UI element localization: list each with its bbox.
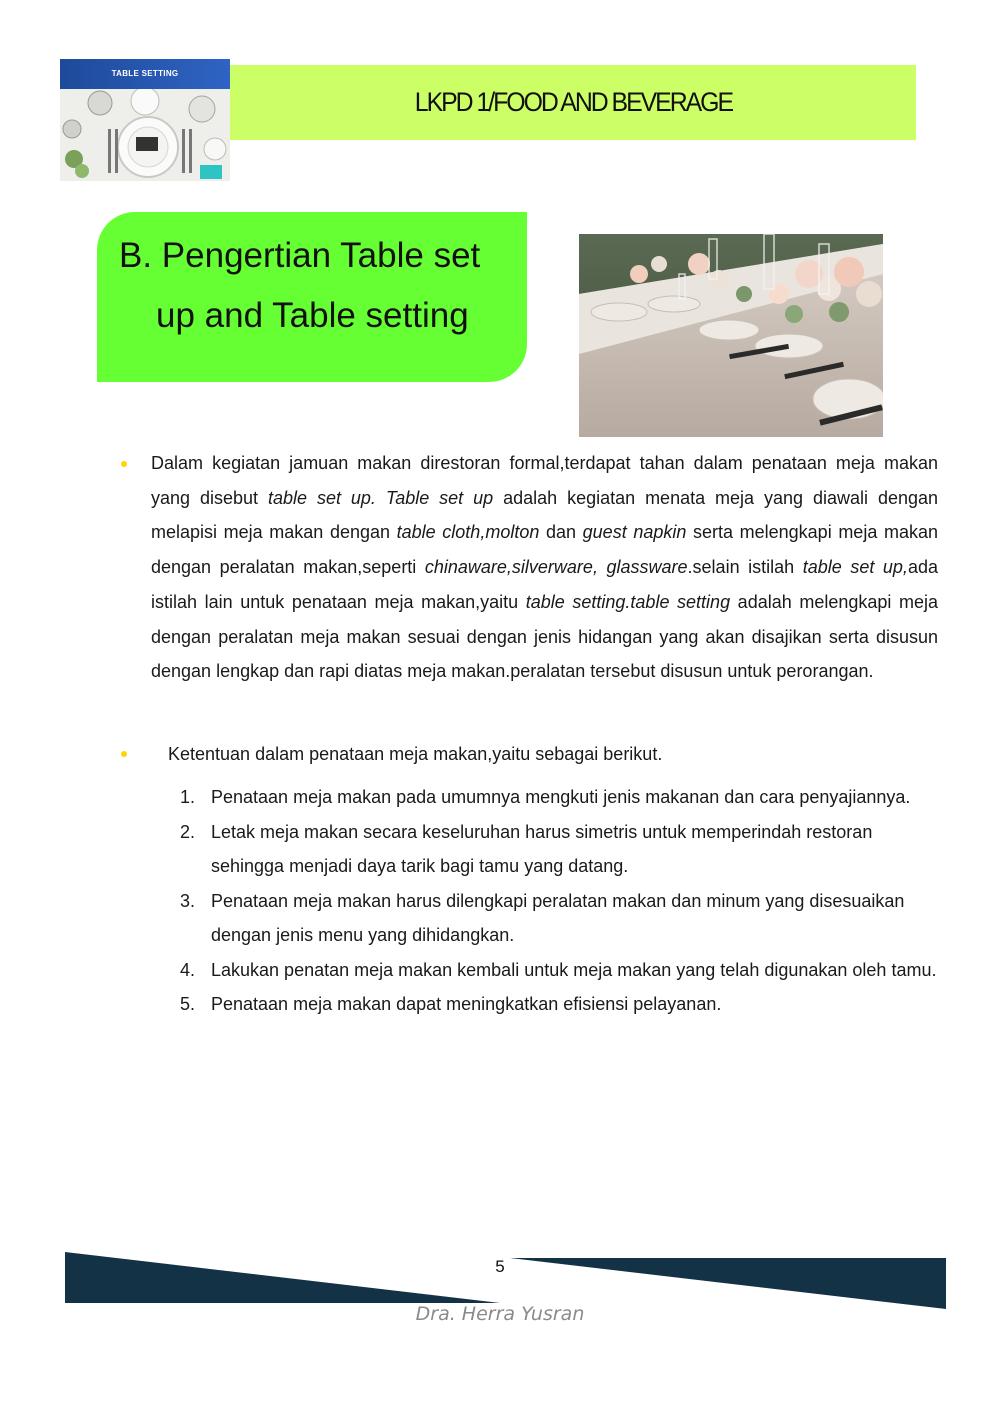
thumbnail-caption: TABLE SETTING bbox=[60, 59, 230, 89]
list-text: Penataan meja makan harus dilengkapi peralatan makan dan minum yang disesuaikan dengan jenis menu yang dihidangkan. bbox=[211, 890, 905, 945]
paragraph-term: table setting.table setting bbox=[525, 591, 731, 612]
paragraph-term: table cloth,molton bbox=[396, 522, 540, 543]
list-number: 2. bbox=[180, 821, 196, 842]
paragraph-text: .selain istilah bbox=[687, 557, 803, 578]
list-text: Penataan meja makan pada umumnya mengkuti jenis makanan dan cara penyajiannya. bbox=[211, 787, 911, 807]
list-text: Lakukan penatan meja makan kembali untuk meja makan yang telah digunakan oleh tamu. bbox=[211, 959, 937, 980]
bullet-dot bbox=[121, 461, 127, 467]
paragraph-text: dan bbox=[539, 522, 583, 543]
paragraph-text: adalah kegiatan menata meja yang diawali dengan melapisi meja makan dengan bbox=[151, 487, 939, 543]
section-heading-line2: up and Table setting bbox=[156, 296, 469, 335]
author-name: Dra. Herra Yusran bbox=[415, 1303, 585, 1325]
list-number: 3. bbox=[180, 890, 196, 911]
list-item bbox=[180, 953, 940, 988]
intro-paragraph bbox=[151, 446, 938, 689]
list-item bbox=[180, 780, 940, 815]
rules-intro: Ketentuan dalam penataan meja makan,yaitu sebagai berikut. bbox=[168, 744, 663, 764]
table-setting-photo bbox=[579, 234, 883, 437]
section-heading-line1: B. Pengertian Table set bbox=[119, 236, 481, 275]
list-item bbox=[180, 884, 940, 953]
paragraph-text: ada istilah lain untuk penataan meja makan,yaitu bbox=[151, 557, 938, 612]
header-title: LKPD 1/FOOD AND BEVERAGE bbox=[414, 87, 732, 117]
bullet-dot bbox=[121, 751, 127, 757]
paragraph-text: serta melengkapi meja makan dengan peralatan makan,seperti bbox=[151, 522, 938, 578]
paragraph-term: table set up. Table set up bbox=[267, 487, 494, 508]
list-item bbox=[180, 987, 940, 1022]
page-number: 5 bbox=[495, 1257, 505, 1276]
list-number: 1. bbox=[180, 787, 196, 807]
list-number: 4. bbox=[180, 959, 196, 980]
header-bar bbox=[230, 65, 916, 140]
paragraph-term: chinaware,silverware, glassware bbox=[424, 557, 688, 578]
paragraph-text: Dalam kegiatan jamuan makan direstoran formal,terdapat tahan dalam penataan meja makan yang disebut bbox=[151, 453, 938, 508]
place-setting-icon bbox=[60, 89, 230, 181]
paragraph-text: adalah melengkapi meja dengan peralatan meja makan sesuai dengan jenis hidangan yang akan disajikan serta disusun dengan lengkap dan rapi diatas meja makan.peralatan tersebut disusun untuk perorangan. bbox=[151, 591, 938, 682]
list-item bbox=[180, 815, 940, 884]
list-number: 5. bbox=[180, 994, 196, 1014]
list-text: Penataan meja makan dapat meningkatkan efisiensi pelayanan. bbox=[211, 994, 722, 1014]
paragraph-term: table set up, bbox=[802, 557, 908, 578]
rules-list bbox=[180, 780, 940, 1022]
list-text: Letak meja makan secara keseluruhan harus simetris untuk memperindah restoran sehingga menjadi daya tarik bagi tamu yang datang. bbox=[211, 821, 873, 876]
header-thumbnail bbox=[60, 59, 230, 181]
paragraph-term: guest napkin bbox=[582, 522, 687, 543]
